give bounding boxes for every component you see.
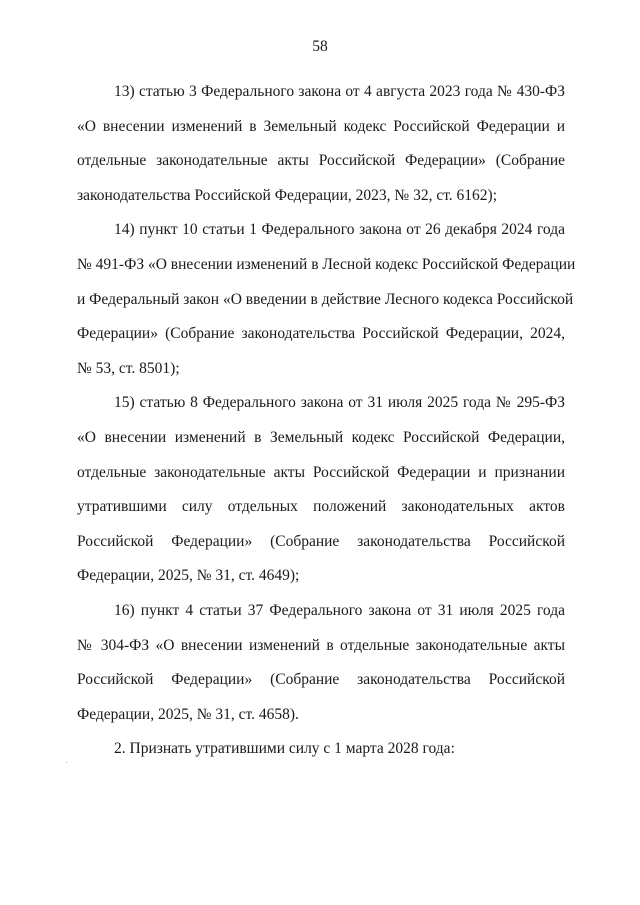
text-line: отдельные законодательные акты Российской Федерации и признании: [77, 463, 565, 481]
list-item-15: [77, 386, 565, 594]
section-item-2: [77, 732, 565, 767]
scan-speck: [66, 762, 67, 763]
text-line: и Федеральный закон «О введении в действие Лесного кодекса Российской: [77, 290, 574, 308]
text-line: Российской Федерации» (Собрание законодательства Российской: [77, 671, 565, 689]
text-line: 15) статью 8 Федерального закона от 31 июля 2025 года № 295-ФЗ: [114, 394, 565, 412]
document-body: [77, 75, 576, 767]
text-line: 14) пункт 10 статьи 1 Федерального закона от 26 декабря 2024 года: [114, 221, 565, 239]
text-line: Федерации, 2025, № 31, ст. 4658).: [77, 705, 299, 723]
page-number: 58: [312, 38, 328, 55]
list-item-14: [77, 213, 576, 386]
text-line: № 491-ФЗ «О внесении изменений в Лесной кодекс Российской Федерации: [77, 255, 576, 273]
text-line: утратившими силу отдельных положений законодательных актов: [77, 498, 565, 516]
text-line: 13) статью 3 Федерального закона от 4 августа 2023 года № 430-ФЗ: [114, 83, 565, 100]
text-line: «О внесении изменений в Земельный кодекс Российской Федерации,: [77, 428, 565, 446]
text-line: № 304-ФЗ «О внесении изменений в отдельные законодательные акты: [77, 636, 565, 654]
text-line: Федерации, 2025, № 31, ст. 4649);: [77, 567, 300, 585]
text-line: Российской Федерации» (Собрание законодательства Российской: [77, 532, 565, 550]
text-line: № 53, ст. 8501);: [77, 359, 180, 377]
text-line: отдельные законодательные акты Российской Федерации» (Собрание: [77, 152, 565, 170]
text-line: 2. Признать утратившими силу с 1 марта 2028 года:: [114, 740, 455, 758]
text-line: законодательства Российской Федерации, 2023, № 32, ст. 6162);: [77, 186, 498, 204]
list-item-13: [77, 75, 565, 213]
text-line: «О внесении изменений в Земельный кодекс Российской Федерации и: [77, 117, 565, 135]
text-line: Федерации» (Собрание законодательства Российской Федерации, 2024,: [77, 325, 565, 343]
text-line: 16) пункт 4 статьи 37 Федерального закона от 31 июля 2025 года: [114, 601, 565, 619]
list-item-16: [77, 594, 565, 732]
